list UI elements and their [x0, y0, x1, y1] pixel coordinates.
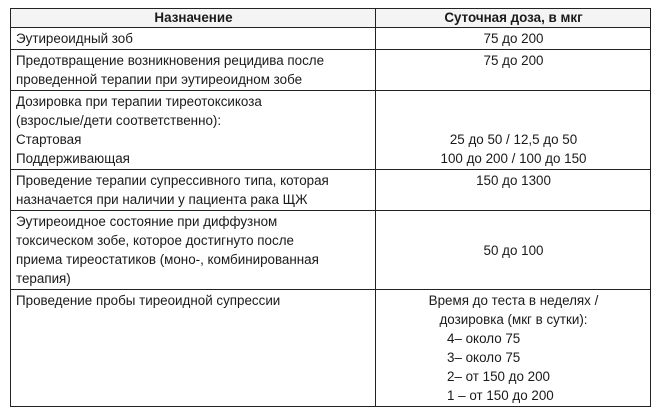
purpose-text: токсическом зобе, которое достигнуто после: [16, 233, 294, 248]
purpose-text: терапия): [16, 271, 71, 286]
table-row: [11, 50, 651, 91]
dosage-table: [10, 8, 651, 407]
purpose-text: Проведение терапии супрессивного типа, которая: [16, 173, 329, 188]
dose-item: 2– от 150 до 200: [447, 369, 551, 384]
purpose-cell: [11, 50, 376, 91]
dose-heading: дозировка (мкг в сутки):: [439, 312, 588, 327]
dose-cell: 75 до 200: [376, 50, 651, 91]
dose-heading: Время до теста в неделях /: [428, 293, 599, 308]
dose-cell: 50 до 100: [376, 211, 651, 290]
table-row: [11, 211, 651, 290]
purpose-cell: [11, 290, 376, 407]
spacer: [381, 92, 646, 111]
spacer: [381, 111, 646, 130]
purpose-cell: [11, 91, 376, 170]
purpose-text: Предотвращение возникновения рецидива после: [16, 53, 325, 68]
dose-cell: 150 до 1300: [376, 170, 651, 211]
purpose-text: Эутиреоидное состояние при диффузном: [16, 214, 278, 229]
table-row: [11, 91, 651, 170]
table-row: [11, 28, 651, 50]
purpose-text: Дозировка при терапии тиреотоксикоза: [16, 94, 262, 109]
purpose-item: Поддерживающая: [16, 151, 130, 166]
dose-cell: [376, 91, 651, 170]
purpose-text: назначается при наличии у пациента рака ЩЖ: [16, 192, 308, 207]
dose-item: 100 до 200 / 100 до 150: [440, 151, 587, 166]
purpose-cell: [11, 211, 376, 290]
purpose-cell: [11, 170, 376, 211]
purpose-text: проведенной терапии при эутиреоидном зобе: [16, 72, 303, 87]
table-header-row: [11, 9, 651, 28]
purpose-text: (взрослые/дети соответственно):: [16, 113, 222, 128]
dose-cell: [376, 290, 651, 407]
dose-item: 3– около 75: [447, 350, 521, 365]
dose-item: 25 до 50 / 12,5 до 50: [449, 132, 578, 147]
purpose-text: Эутиреоидный зоб: [16, 31, 133, 46]
dose-cell: 75 до 200: [376, 28, 651, 50]
table-row: [11, 290, 651, 407]
purpose-text: Проведение пробы тиреоидной супрессии: [16, 293, 281, 308]
purpose-item: Стартовая: [16, 132, 82, 147]
dosage-table-container: [10, 8, 650, 407]
dose-item: 4– около 75: [447, 331, 521, 346]
purpose-cell: [11, 28, 376, 50]
dose-item: 1 – от 150 до 200: [447, 388, 554, 403]
purpose-text: приема тиреостатиков (моно-, комбинированная: [16, 252, 319, 267]
table-row: [11, 170, 651, 211]
header-daily-dose: Суточная доза, в мкг: [376, 9, 651, 28]
header-purpose: Назначение: [11, 9, 376, 28]
